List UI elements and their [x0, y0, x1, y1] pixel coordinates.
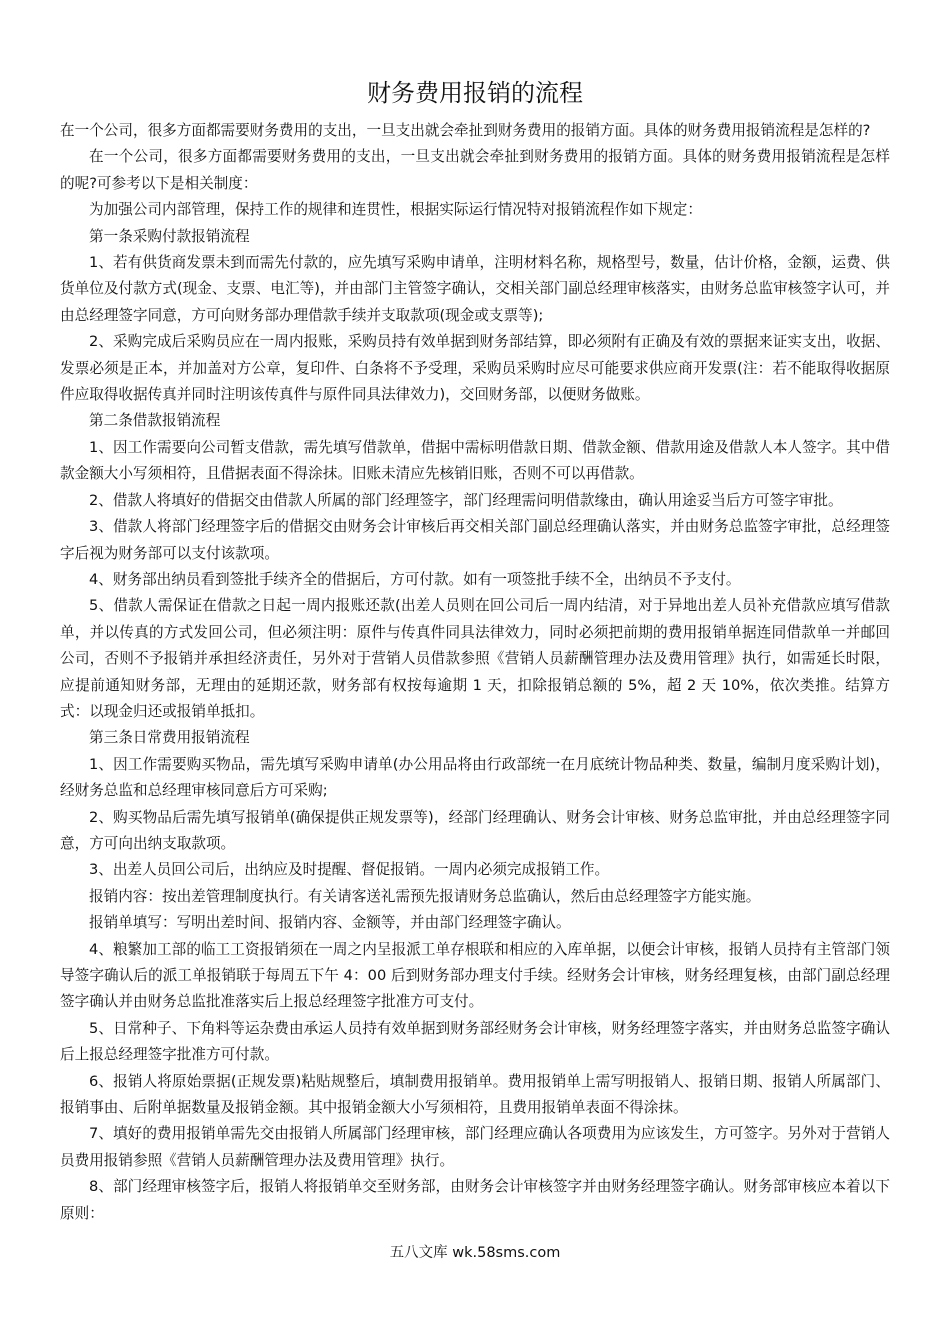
paragraph: 1、因工作需要向公司暂支借款，需先填写借款单，借据中需标明借款日期、借款金额、借款用途及借款人本人签字。其中借款金额大小写须相符，且借据表面不得涂抹。旧账未清应先核销旧账，否则不可以再借款。	[60, 438, 890, 483]
section-heading: 第一条采购付款报销流程	[89, 227, 250, 245]
paragraph: 6、报销人将原始票据(正规发票)粘贴规整后，填制费用报销单。费用报销单上需写明报销人、报销日期、报销人所属部门、报销事由、后附单据数量及报销金额。其中报销金额大小写须相符，且费用报销单表面不得涂抹。	[60, 1072, 890, 1117]
paragraph: 报销内容：按出差管理制度执行。有关请客送礼需预先报请财务总监确认，然后由总经理签字方能实施。	[89, 887, 761, 905]
paragraph: 4、财务部出纳员看到签批手续齐全的借据后，方可付款。如有一项签批手续不全，出纳员不予支付。	[89, 570, 741, 588]
paragraph: 2、采购完成后采购员应在一周内报账，采购员持有效单据到财务部结算，即必须附有正确及有效的票据来证实支出，收据、发票必须是正本，并加盖对方公章，复印件、白条将不予受理，采购员采购时应尽可能要求供应商开发票(注：若不能取得收据原件应取得收据传真并同时注明该传真件与原件同具法律效力)，交回财务部，以便财务做账。	[60, 333, 890, 404]
paragraph: 3、借款人将部门经理签字后的借据交由财务会计审核后再交相关部门副总经理确认落实，并由财务总监签字审批，总经理签字后视为财务部可以支付该款项。	[60, 518, 890, 562]
paragraph: 在一个公司，很多方面都需要财务费用的支出，一旦支出就会牵扯到财务费用的报销方面。具体的财务费用报销流程是怎样的?	[60, 122, 871, 139]
paragraph: 1、若有供货商发票未到而需先付款的，应先填写采购申请单，注明材料名称，规格型号，数量，估计价格，金额，运费、供货单位及付款方式(现金、支票、电汇等)，并由部门主管签字确认，交相关部门副总经理审核落实，由财务总监审核签字认可，并由总经理签字同意，方可向财务部办理借款手续并支取款项(现金或支票等);	[60, 254, 890, 324]
section-heading: 第二条借款报销流程	[89, 412, 221, 430]
paragraph: 1、因工作需要购买物品，需先填写采购申请单(办公用品将由行政部统一在月底统计物品种类、数量，编制月度采购计划)，经财务总监和总经理审核同意后方可采购;	[60, 755, 890, 800]
footer-source: 五八文库 wk.58sms.com	[389, 1245, 561, 1261]
paragraph: 4、粮繁加工部的临工工资报销须在一周之内呈报派工单存根联和相应的入库单据，以便会计审核，报销人员持有主管部门领导签字确认后的派工单报销联于每周五下午 4：00 后到财务部办理支付手续。经财务会计审核，财务经理复核，由部门副总经理签字确认并由财务总监批准落实后上报总经理签字批准方可支付。	[60, 940, 890, 1011]
paragraph: 为加强公司内部管理，保持工作的规律和连贯性，根据实际运行情况特对报销流程作如下规定：	[89, 201, 702, 219]
document-title: 财务费用报销的流程	[367, 79, 583, 107]
document-body	[60, 118, 890, 1227]
paragraph: 8、部门经理审核签字后，报销人将报销单交至财务部，由财务会计审核签字并由财务经理签字确认。财务部审核应本着以下原则：	[60, 1178, 890, 1222]
paragraph: 3、出差人员回公司后，出纳应及时提醒、督促报销。一周内必须完成报销工作。	[89, 861, 610, 879]
paragraph: 5、借款人需保证在借款之日起一周内报账还款(出差人员则在回公司后一周内结清，对于异地出差人员补充借款应填写借款单，并以传真的方式发回公司，但必须注明：原件与传真件同具法律效力，同时必须把前期的费用报销单据连同借款单一并邮回公司，否则不予报销并承担经济责任，另外对于营销人员借款参照《营销人员薪酬管理办法及费用管理》执行，如需延长时限，应提前通知财务部，无理由的延期还款，财务部有权按每逾期 1 天，扣除报销总额的 5%，超 2 天 10%，依次类推。结算方式：以现金归还或报销单抵扣。	[60, 597, 890, 720]
section-heading: 第三条日常费用报销流程	[89, 729, 250, 747]
paragraph: 2、购买物品后需先填写报销单(确保提供正规发票等)，经部门经理确认、财务会计审核、财务总监审批，并由总经理签字同意，方可向出纳支取款项。	[60, 808, 890, 852]
paragraph: 报销单填写：写明出差时间、报销内容、金额等，并由部门经理签字确认。	[89, 914, 571, 932]
paragraph: 5、日常种子、下角料等运杂费由承运人员持有效单据到财务部经财务会计审核，财务经理签字落实，并由财务总监签字确认后上报总经理签字批准方可付款。	[60, 1019, 890, 1064]
paragraph: 2、借款人将填好的借据交由借款人所属的部门经理签字，部门经理需问明借款缘由，确认用途妥当后方可签字审批。	[89, 491, 843, 509]
paragraph: 在一个公司，很多方面都需要财务费用的支出，一旦支出就会牵扯到财务费用的报销方面。具体的财务费用报销流程是怎样的呢?可参考以下是相关制度：	[60, 148, 890, 192]
paragraph: 7、填好的费用报销单需先交由报销人所属部门经理审核，部门经理应确认各项费用为应该发生，方可签字。另外对于营销人员费用报销参照《营销人员薪酬管理办法及费用管理》执行。	[60, 1125, 890, 1169]
